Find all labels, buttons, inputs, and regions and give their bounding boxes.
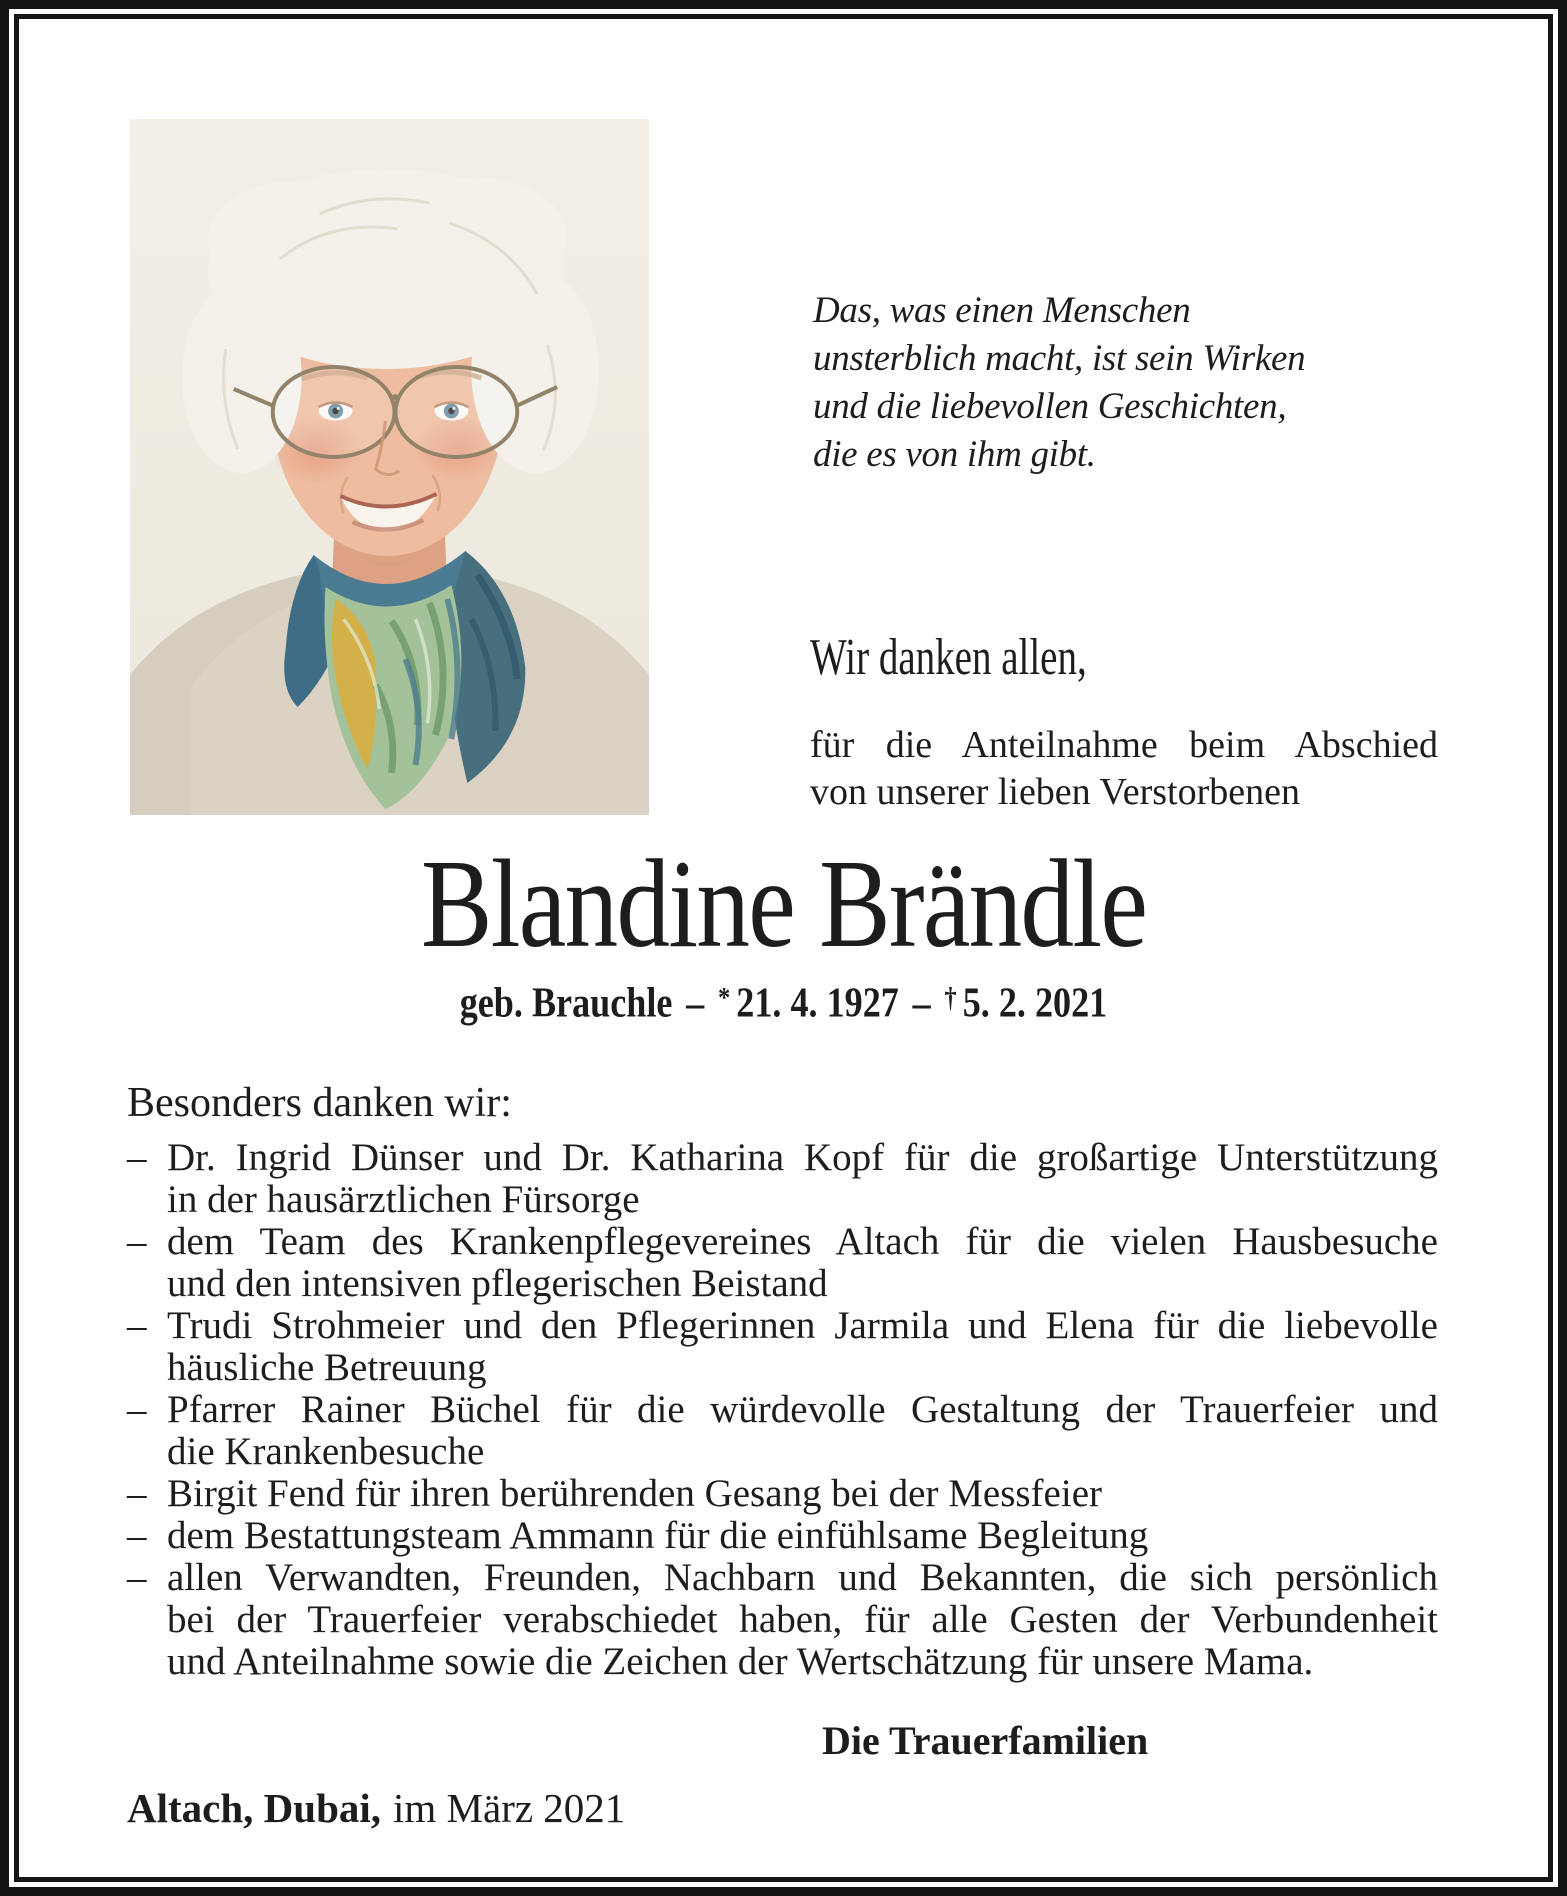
intro-line: von unserer lieben Verstorbenen (810, 771, 1300, 813)
thanks-item (127, 1557, 1438, 1683)
quote-line: die es von ihm gibt. (813, 434, 1096, 475)
thanks-item-line: die Krankenbesuche (167, 1430, 485, 1473)
dash-bullet: – (127, 1220, 147, 1263)
maiden-name: geb. Brauchle (459, 980, 673, 1027)
memorial-quote (813, 287, 1305, 479)
portrait-illustration (130, 119, 649, 815)
thanks-item-line: dem Bestattungsteam Ammann für die einfühlsame Begleitung (167, 1514, 1149, 1557)
thanks-item (127, 1137, 1438, 1221)
thanks-item-line: Birgit Fend für ihren berührenden Gesang bei der Messfeier (167, 1472, 1102, 1515)
dash-bullet: – (127, 1136, 147, 1179)
dash-separator: – (686, 980, 705, 1027)
thanks-heading-large: Wir danken allen, (810, 629, 1087, 686)
thanks-item-line: häusliche Betreuung (167, 1346, 487, 1389)
thanks-list (127, 1137, 1438, 1683)
dash-separator: – (912, 980, 931, 1027)
died-symbol-dagger: † (944, 983, 957, 1014)
place-date-line (127, 1785, 625, 1831)
thanks-item-line: Trudi Strohmeier und den Pflegerinnen Jarmila und Elena für die liebevolle (167, 1304, 1438, 1347)
thanks-intro-paragraph (810, 722, 1438, 816)
portrait-photo (130, 119, 649, 815)
dash-bullet: – (127, 1388, 147, 1431)
dash-bullet: – (127, 1556, 147, 1599)
dash-bullet: – (127, 1304, 147, 1347)
thanks-item (127, 1389, 1438, 1473)
thanks-item (127, 1515, 1438, 1557)
deceased-name: Blandine Brändle (420, 835, 1147, 974)
thanks-item-line: bei der Trauerfeier verabschiedet haben, für alle Gesten der Verbundenheit (167, 1598, 1438, 1641)
intro-line: für die Anteilnahme beim Abschied (810, 724, 1438, 766)
birth-date: 21. 4. 1927 (736, 980, 899, 1027)
thanks-item-line: Dr. Ingrid Dünser und Dr. Katharina Kopf für die großartige Unterstützung (167, 1136, 1438, 1179)
born-symbol: * (718, 983, 731, 1014)
life-dates-line (127, 976, 1440, 1027)
quote-line: Das, was einen Menschen (813, 290, 1191, 331)
mourning-families-signature: Die Trauerfamilien (822, 1718, 1149, 1763)
dash-bullet: – (127, 1514, 147, 1557)
thanks-item-line: Pfarrer Rainer Büchel für die würdevolle Gestaltung der Trauerfeier und (167, 1388, 1438, 1431)
dash-bullet: – (127, 1472, 147, 1515)
thanks-item-line: in der hausärztlichen Fürsorge (167, 1178, 640, 1221)
place-names: Altach, Dubai, (127, 1785, 382, 1831)
thanks-item (127, 1473, 1438, 1515)
thanks-item (127, 1221, 1438, 1305)
quote-line: und die liebevollen Geschichten, (813, 386, 1287, 427)
thanks-item-line: allen Verwandten, Freunden, Nachbarn und Bekannten, die sich persönlich (167, 1556, 1438, 1599)
thanks-item-line: dem Team des Krankenpflegevereines Altach für die vielen Hausbesuche (167, 1220, 1438, 1263)
quote-line: unsterblich macht, ist sein Wirken (813, 338, 1306, 379)
special-thanks-heading: Besonders danken wir: (127, 1080, 512, 1126)
date-text: im März 2021 (393, 1785, 626, 1831)
thanks-item-line: und Anteilnahme sowie die Zeichen der Wertschätzung für unsere Mama. (167, 1640, 1314, 1683)
thanks-item-line: und den intensiven pflegerischen Beistand (167, 1262, 828, 1305)
thanks-item (127, 1305, 1438, 1389)
death-date: 5. 2. 2021 (962, 980, 1108, 1027)
